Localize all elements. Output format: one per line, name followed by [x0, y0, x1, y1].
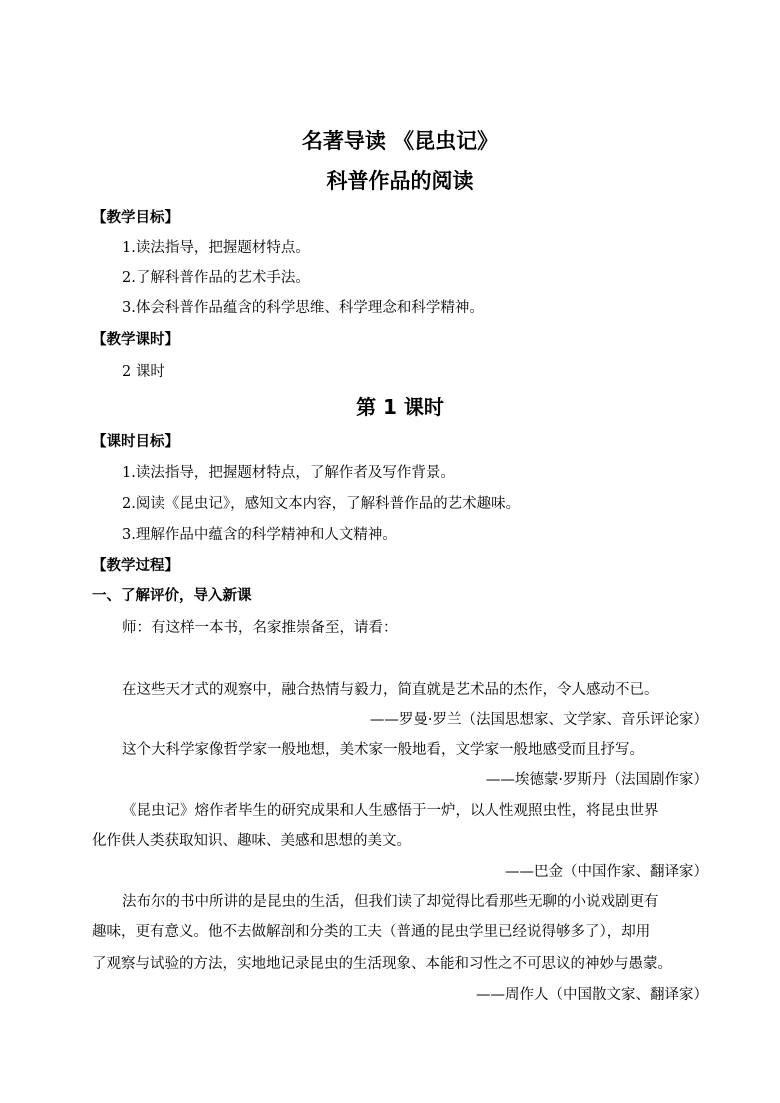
- quote-4-line-3: 了观察与试验的方法，实地地记录昆虫的生活现象、本能和习性之不可思议的神妙与愚蒙。: [92, 956, 672, 972]
- quote-1-source: ——罗曼·罗兰（法国思想家、文学家、音乐评论家）: [369, 712, 708, 728]
- document-subtitle: 科普作品的阅读: [326, 169, 474, 193]
- document-title: 名著导读 《昆虫记》: [301, 129, 499, 153]
- lesson-goal-1: 1.读法指导，把握题材特点，了解作者及写作背景。: [122, 465, 455, 481]
- quote-2-line-1: 这个大科学家像哲学家一般地想，美术家一般地看，文学家一般地感受而且抒写。: [122, 742, 644, 758]
- lesson-goals-heading: 【课时目标】: [92, 434, 179, 450]
- quote-3-line-1: 《昆虫记》熔作者毕生的研究成果和人生感悟于一炉，以人性观照虫性，将昆虫世界: [122, 803, 659, 819]
- quote-2-source: ——埃德蒙·罗斯丹（法国剧作家）: [485, 772, 708, 788]
- teaching-goals-heading: 【教学目标】: [92, 210, 179, 226]
- lesson1-title: 第 1 课时: [356, 395, 444, 419]
- teaching-goal-2: 2.了解科普作品的艺术手法。: [122, 270, 310, 286]
- quote-3-source: ——巴金（中国作家、翻译家）: [505, 864, 708, 880]
- lesson-goal-2: 2.阅读《昆虫记》，感知文本内容，了解科普作品的艺术趣味。: [122, 496, 521, 512]
- quote-4-line-2: 趣味，更有意义。他不去做解剖和分类的工夫（普通的昆虫学里已经说得够多了），却用: [92, 924, 651, 940]
- quote-4-source: ——周作人（中国散文家、翻译家）: [476, 987, 708, 1003]
- teaching-goal-3: 3.体会科普作品蕴含的科学思维、科学理念和科学精神。: [122, 300, 484, 316]
- part1-heading: 一、了解评价，导入新课: [92, 588, 252, 604]
- teaching-goal-1: 1.读法指导，把握题材特点。: [122, 240, 310, 256]
- class-hours-heading: 【教学课时】: [92, 332, 179, 348]
- quote-4-line-1: 法布尔的书中所讲的是昆虫的生活，但我们读了却觉得比看那些无聊的小说戏剧更有: [122, 894, 659, 910]
- lesson-goal-3: 3.理解作品中蕴含的科学精神和人文精神。: [122, 527, 397, 543]
- quote-1-line-1: 在这些天才式的观察中，融合热情与毅力，简直就是艺术品的杰作，令人感动不已。: [122, 682, 659, 698]
- process-heading: 【教学过程】: [92, 558, 179, 574]
- quote-3-line-2: 化作供人类获取知识、趣味、美感和思想的美文。: [92, 833, 411, 849]
- teacher-intro: 师：有这样一本书，名家推崇备至，请看：: [122, 620, 398, 636]
- class-hours-value: 2 课时: [122, 364, 165, 380]
